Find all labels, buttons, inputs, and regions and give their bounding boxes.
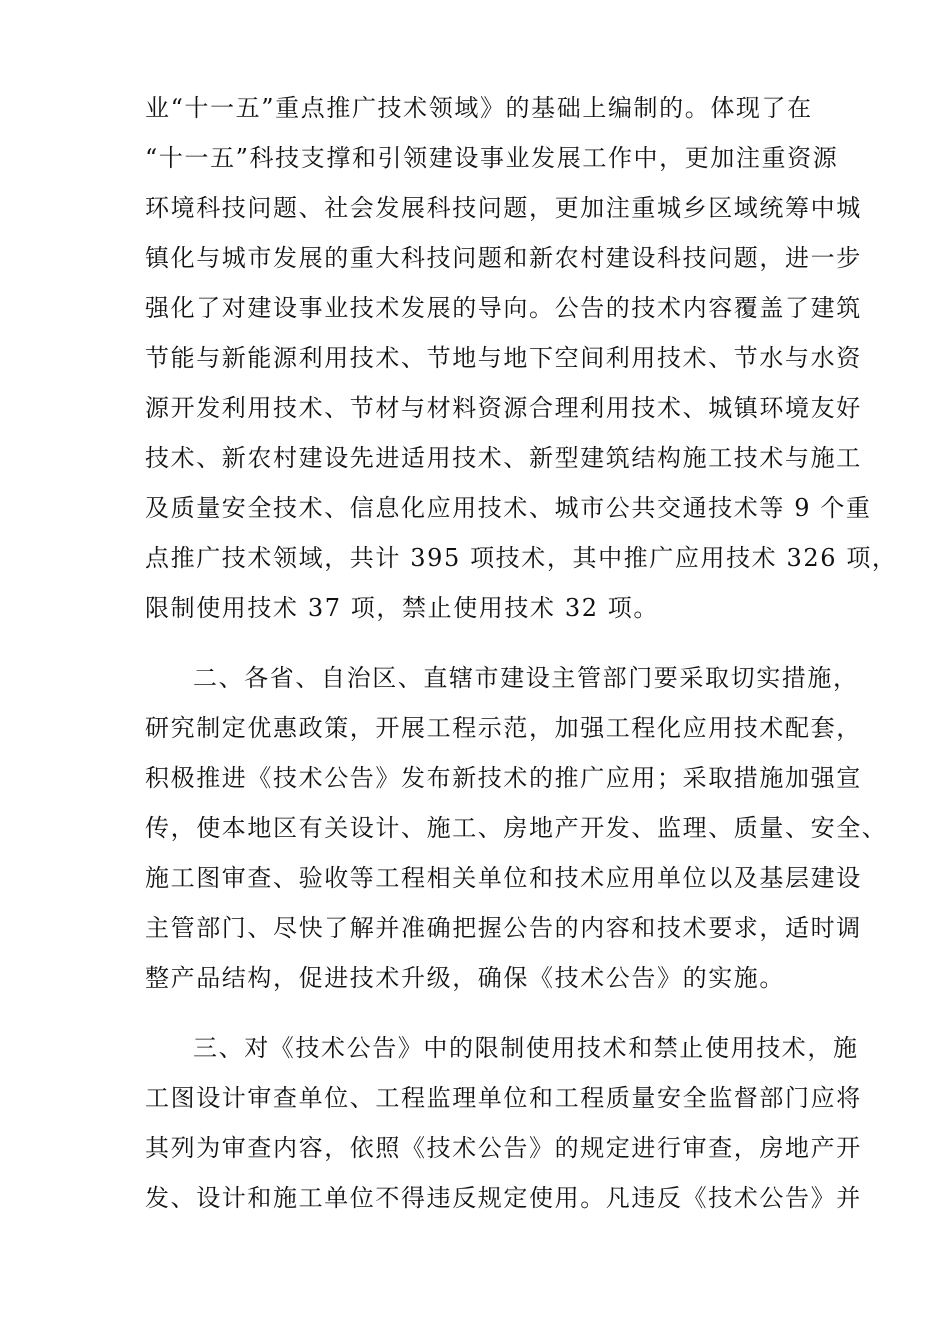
text-line: 其列为审查内容，依照《技术公告》的规定进行审查，房地产开 [145, 1134, 862, 1162]
text-line: 环境科技问题、社会发展科技问题，更加注重城乡区域统筹中城 [145, 194, 862, 222]
paragraph-2 [145, 653, 888, 1003]
text-line: “十一五”科技支撑和引领建设事业发展工作中，更加注重资源 [145, 144, 839, 172]
text-line: 工图设计审查单位、工程监理单位和工程质量安全监督部门应将 [145, 1084, 862, 1112]
text-line: 主管部门、尽快了解并准确把握公告的内容和技术要求，适时调 [145, 914, 862, 942]
paragraph-3 [145, 1023, 862, 1223]
text-line: 及质量安全技术、信息化应用技术、城市公共交通技术等 9 个重 [145, 494, 872, 522]
text-line: 镇化与城市发展的重大科技问题和新农村建设科技问题，进一步 [145, 244, 862, 272]
text-line: 发、设计和施工单位不得违反规定使用。凡违反《技术公告》并 [145, 1184, 862, 1212]
text-line: 研究制定优惠政策，开展工程示范，加强工程化应用技术配套， [145, 714, 862, 742]
text-line: 三、对《技术公告》中的限制使用技术和禁止使用技术，施 [193, 1034, 859, 1062]
text-line: 强化了对建设事业技术发展的导向。公告的技术内容覆盖了建筑 [145, 294, 862, 322]
text-line: 积极推进《技术公告》发布新技术的推广应用；采取措施加强宣 [145, 764, 862, 792]
text-line: 整产品结构，促进技术升级，确保《技术公告》的实施。 [145, 964, 785, 992]
text-line: 技术、新农村建设先进适用技术、新型建筑结构施工技术与施工 [145, 444, 862, 472]
text-line: 源开发利用技术、节材与材料资源合理利用技术、城镇环境友好 [145, 394, 862, 422]
text-line: 二、各省、自治区、直辖市建设主管部门要采取切实措施， [193, 664, 859, 692]
text-line: 点推广技术领域，共计 395 项技术，其中推广应用技术 326 项， [145, 544, 898, 572]
text-line: 限制使用技术 37 项，禁止使用技术 32 项。 [145, 594, 659, 622]
paragraph-1-continuation [145, 83, 898, 633]
text-line: 节能与新能源利用技术、节地与地下空间利用技术、节水与水资 [145, 344, 862, 372]
text-line: 施工图审查、验收等工程相关单位和技术应用单位以及基层建设 [145, 864, 862, 892]
text-line: 传，使本地区有关设计、施工、房地产开发、监理、质量、安全、 [145, 814, 888, 842]
text-line: 业“十一五”重点推广技术领域》的基础上编制的。体现了在 [145, 94, 813, 122]
